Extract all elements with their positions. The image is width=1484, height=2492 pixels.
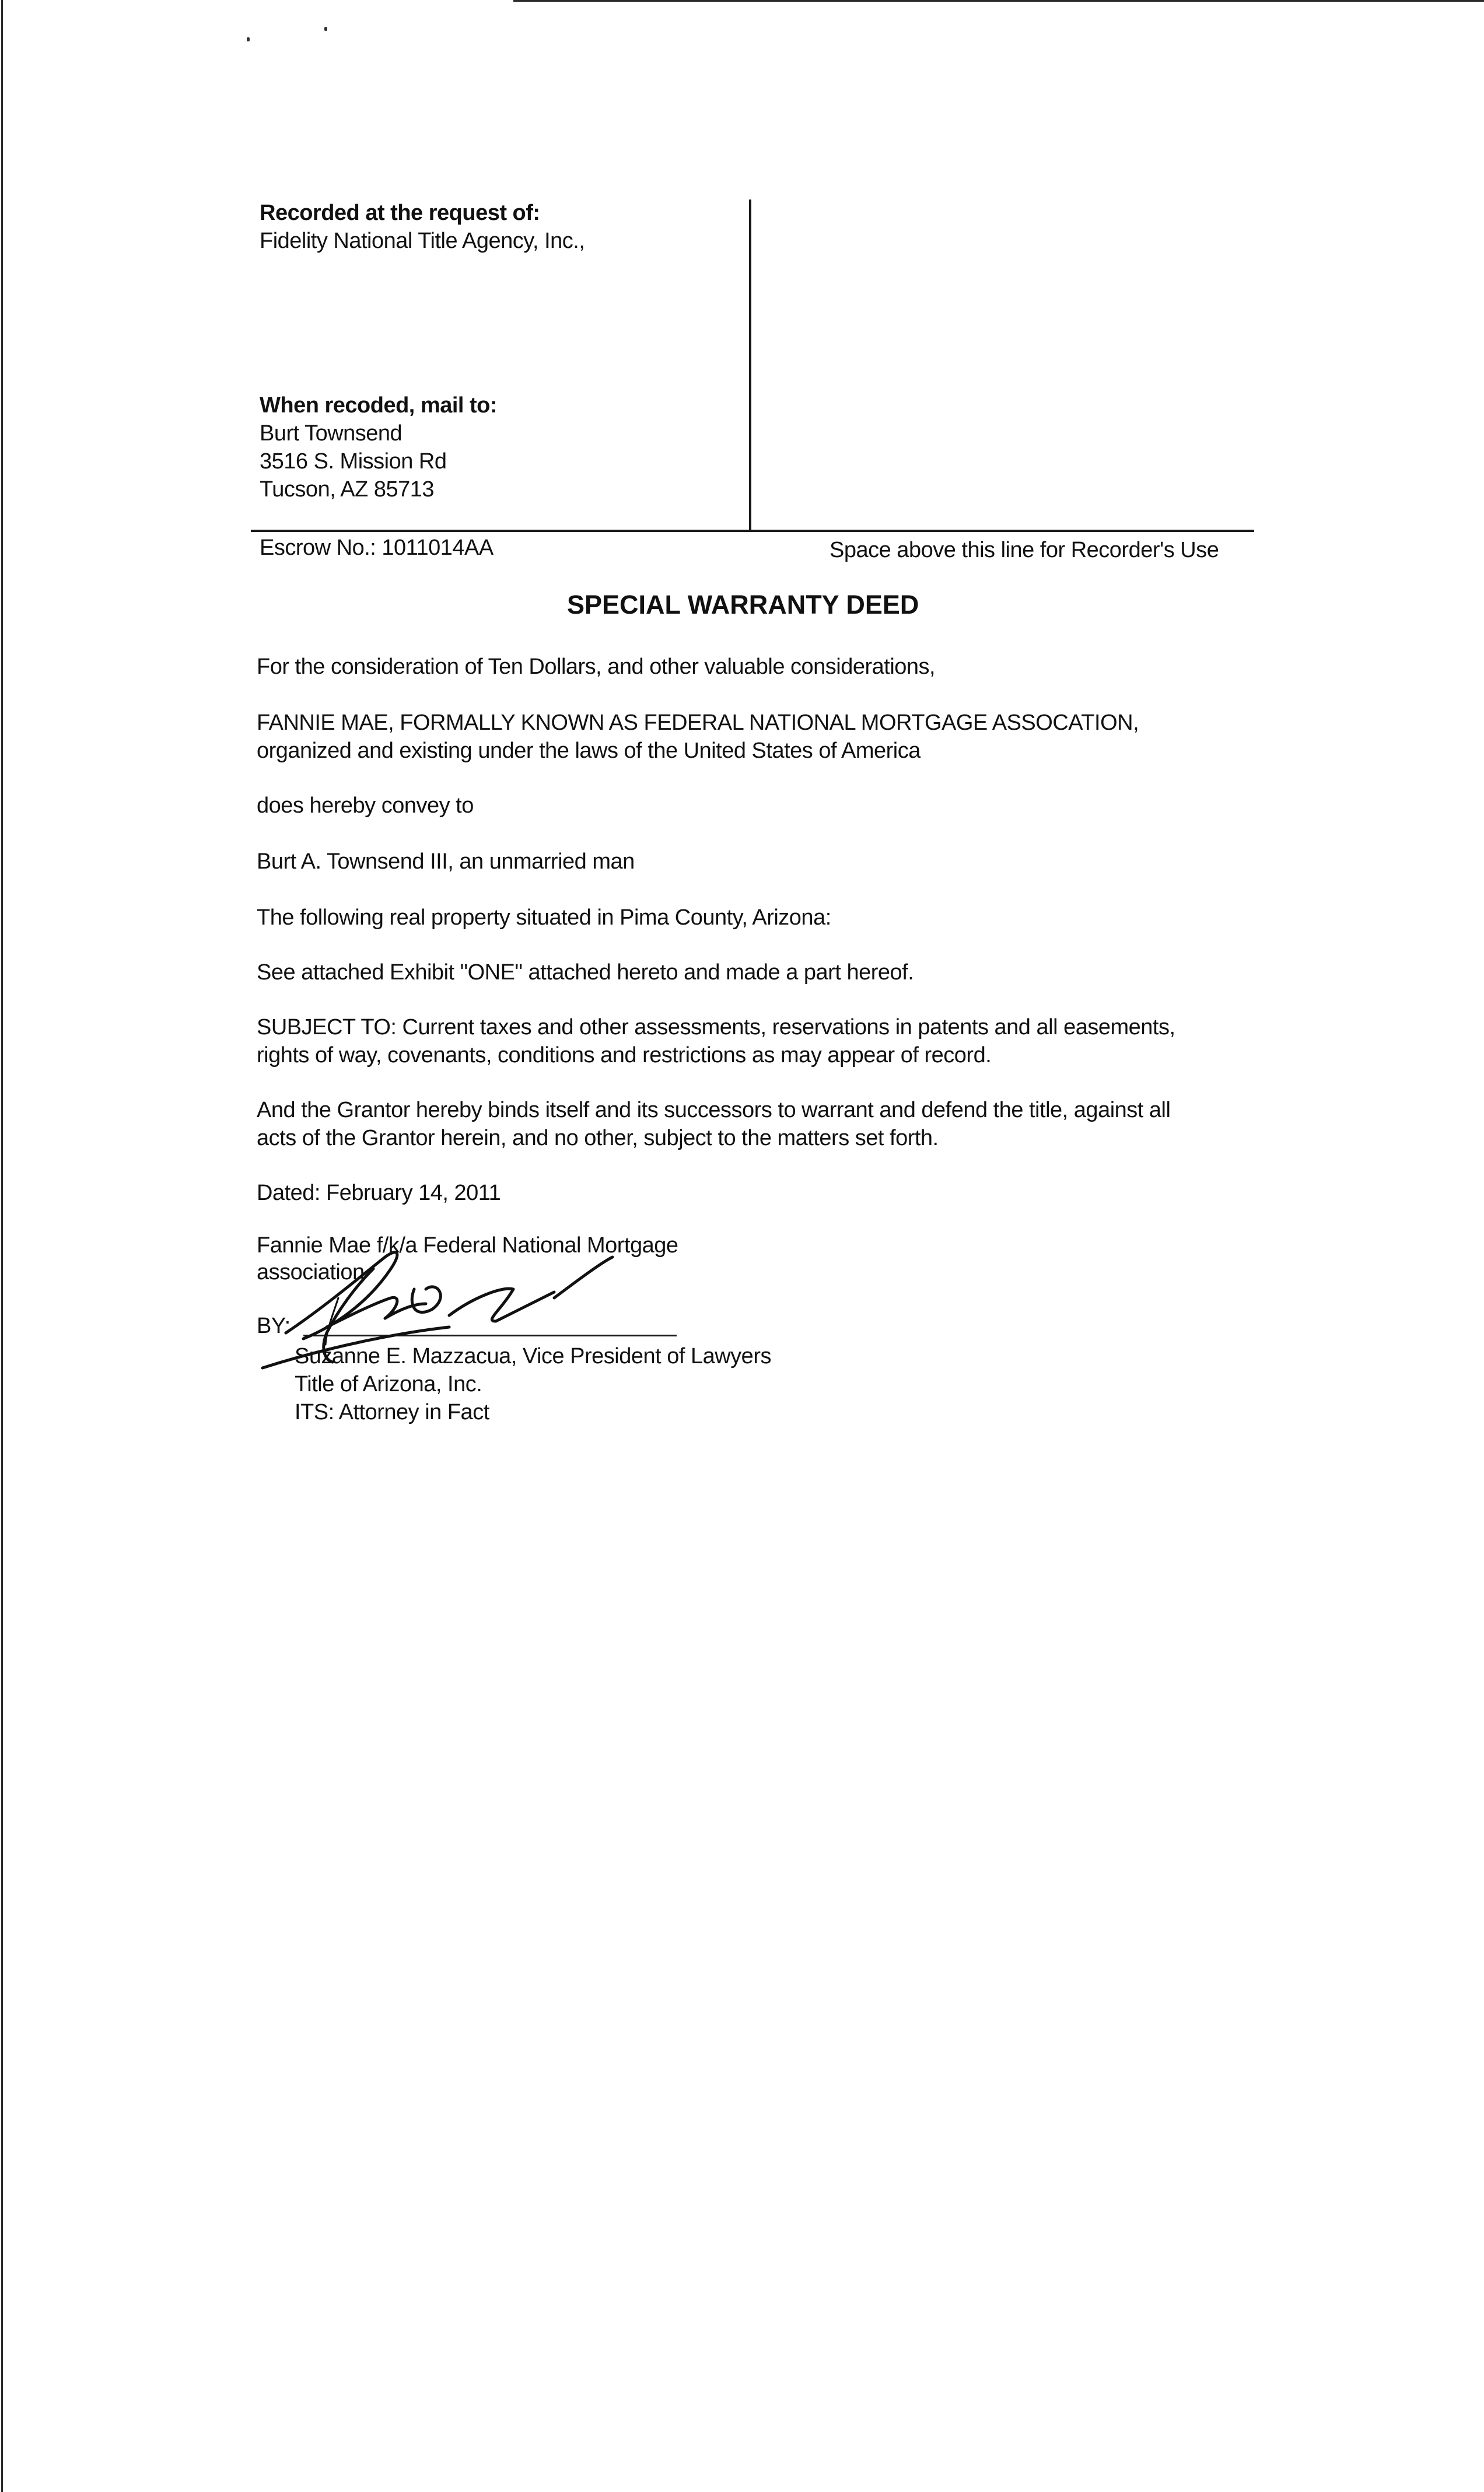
grantor-organization: organized and existing under the laws of the United States of America [257, 738, 921, 763]
by-label: BY: [257, 1314, 290, 1338]
recorder-use-note: Space above this line for Recorder's Use [830, 538, 1219, 562]
scan-speck [324, 27, 327, 31]
recorder-box-baseline [251, 530, 1254, 532]
warranty-clause-continued: acts of the Grantor herein, and no other, subject to the matters set forth. [257, 1126, 939, 1150]
grantee-name: Burt A. Townsend III, an unmarried man [257, 849, 635, 874]
mail-to-street: 3516 S. Mission Rd [260, 449, 447, 474]
subject-to-clause-continued: rights of way, covenants, conditions and restrictions as may appear of record. [257, 1043, 992, 1068]
recorded-request-company: Fidelity National Title Agency, Inc., [260, 229, 585, 253]
warranty-clause: And the Grantor hereby binds itself and its successors to warrant and defend the title, against all [257, 1098, 1171, 1122]
deed-title: SPECIAL WARRANTY DEED [567, 590, 919, 620]
exhibit-clause: See attached Exhibit "ONE" attached hereto and made a part hereof. [257, 960, 914, 985]
dated-line: Dated: February 14, 2011 [257, 1181, 501, 1205]
signer-name-title: Suzanne E. Mazzacua, Vice President of Lawyers [295, 1344, 771, 1368]
mail-to-label: When recoded, mail to: [260, 393, 498, 418]
convey-clause: does hereby convey to [257, 793, 474, 818]
grantor-name: FANNIE MAE, FORMALLY KNOWN AS FEDERAL NATIONAL MORTGAGE ASSOCATION, [257, 710, 1139, 735]
escrow-number: Escrow No.: 1011014AA [260, 536, 494, 560]
entity-name: Fannie Mae f/k/a Federal National Mortgage [257, 1233, 678, 1258]
scan-edge-top [513, 0, 1484, 2]
signer-role: ITS: Attorney in Fact [295, 1400, 489, 1424]
property-clause: The following real property situated in Pima County, Arizona: [257, 905, 831, 930]
signer-organization: Title of Arizona, Inc. [295, 1372, 482, 1396]
scan-edge-left [1, 0, 3, 2492]
recorder-box-divider [749, 200, 751, 532]
mail-to-city: Tucson, AZ 85713 [260, 477, 435, 502]
entity-name-continued: association [257, 1260, 365, 1284]
consideration-clause: For the consideration of Ten Dollars, and other valuable considerations, [257, 654, 936, 679]
subject-to-clause: SUBJECT TO: Current taxes and other assessments, reservations in patents and all easements, [257, 1015, 1175, 1040]
scan-speck [247, 37, 250, 41]
recorded-request-label: Recorded at the request of: [260, 201, 540, 225]
mail-to-name: Burt Townsend [260, 421, 402, 446]
